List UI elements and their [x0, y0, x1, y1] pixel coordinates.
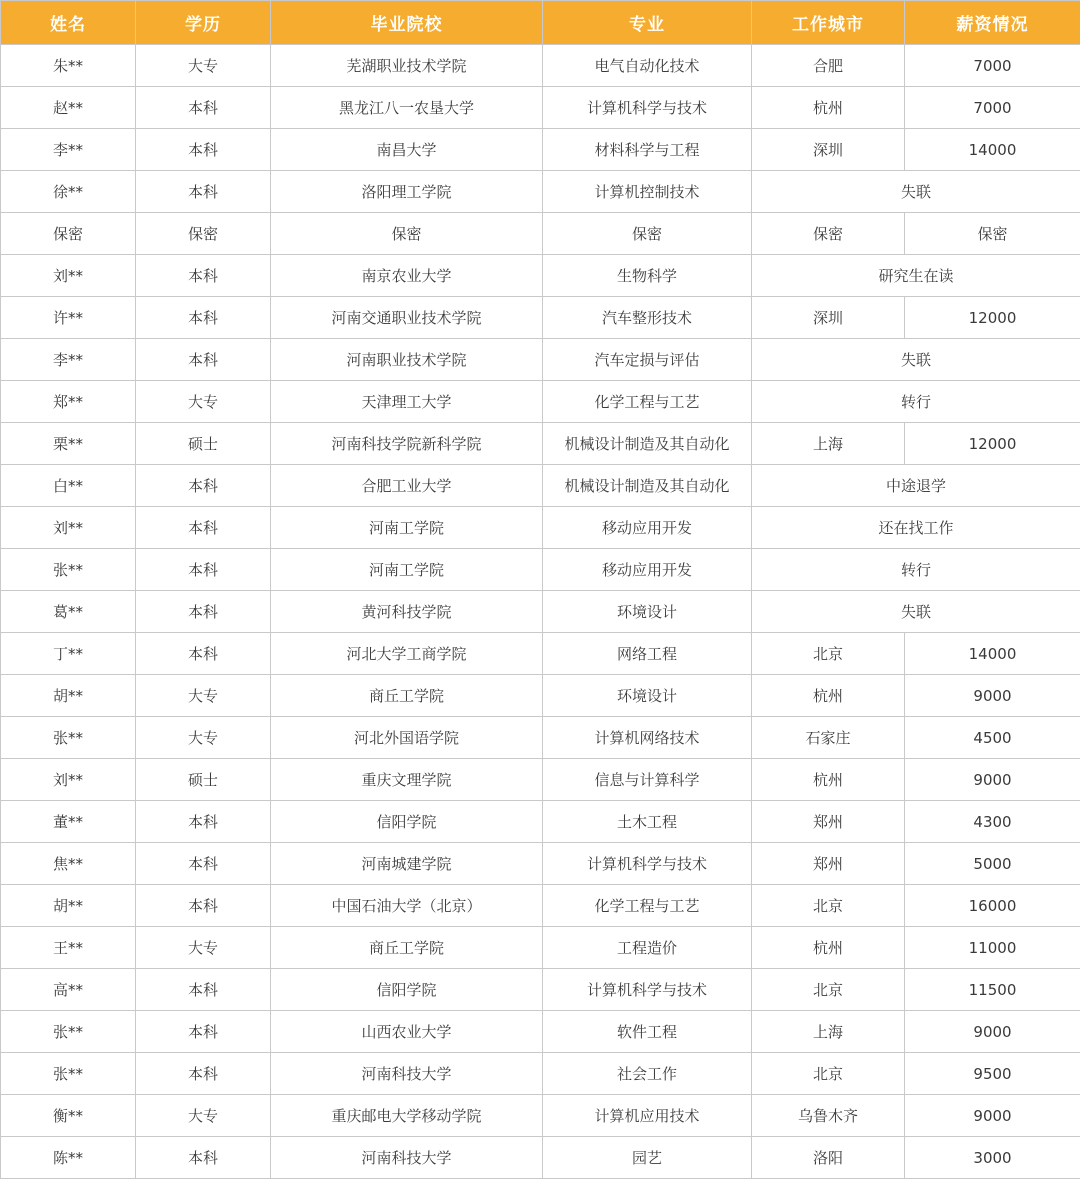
- cell-salary: 16000: [905, 885, 1080, 927]
- cell-status: 失联: [752, 171, 1080, 213]
- cell-degree: 本科: [136, 1137, 271, 1179]
- cell-city: 深圳: [752, 297, 905, 339]
- cell-city: 上海: [752, 1011, 905, 1053]
- cell-degree: 大专: [136, 717, 271, 759]
- cell-school: 河南城建学院: [271, 843, 543, 885]
- cell-major: 网络工程: [543, 633, 752, 675]
- table-row: [1, 549, 1080, 591]
- cell-status: 转行: [752, 549, 1080, 591]
- cell-school: 山西农业大学: [271, 1011, 543, 1053]
- table-row: [1, 717, 1080, 759]
- cell-school: 河南职业技术学院: [271, 339, 543, 381]
- cell-major: 环境设计: [543, 675, 752, 717]
- header-name: 姓名: [1, 1, 136, 45]
- cell-degree: 本科: [136, 255, 271, 297]
- cell-name: 董**: [1, 801, 136, 843]
- cell-salary: 14000: [905, 633, 1080, 675]
- cell-name: 衡**: [1, 1095, 136, 1137]
- cell-major: 汽车定损与评估: [543, 339, 752, 381]
- cell-salary: 保密: [905, 213, 1080, 255]
- table-row: [1, 591, 1080, 633]
- cell-school: 重庆文理学院: [271, 759, 543, 801]
- cell-city: 北京: [752, 633, 905, 675]
- cell-school: 信阳学院: [271, 801, 543, 843]
- cell-major: 汽车整形技术: [543, 297, 752, 339]
- cell-name: 李**: [1, 339, 136, 381]
- cell-school: 河北外国语学院: [271, 717, 543, 759]
- cell-name: 刘**: [1, 507, 136, 549]
- cell-name: 陈**: [1, 1137, 136, 1179]
- cell-status: 中途退学: [752, 465, 1080, 507]
- cell-name: 刘**: [1, 255, 136, 297]
- cell-major: 材料科学与工程: [543, 129, 752, 171]
- cell-major: 机械设计制造及其自动化: [543, 465, 752, 507]
- cell-school: 商丘工学院: [271, 675, 543, 717]
- cell-school: 河南科技大学: [271, 1053, 543, 1095]
- cell-degree: 本科: [136, 87, 271, 129]
- cell-status: 研究生在读: [752, 255, 1080, 297]
- cell-city: 保密: [752, 213, 905, 255]
- cell-city: 杭州: [752, 87, 905, 129]
- cell-name: 丁**: [1, 633, 136, 675]
- cell-city: 杭州: [752, 927, 905, 969]
- cell-name: 焦**: [1, 843, 136, 885]
- cell-degree: 本科: [136, 801, 271, 843]
- cell-school: 河南科技学院新科学院: [271, 423, 543, 465]
- cell-salary: 4500: [905, 717, 1080, 759]
- cell-degree: 硕士: [136, 423, 271, 465]
- cell-major: 计算机应用技术: [543, 1095, 752, 1137]
- cell-name: 许**: [1, 297, 136, 339]
- table-row: [1, 171, 1080, 213]
- cell-name: 栗**: [1, 423, 136, 465]
- cell-major: 计算机科学与技术: [543, 969, 752, 1011]
- cell-name: 郑**: [1, 381, 136, 423]
- cell-major: 环境设计: [543, 591, 752, 633]
- cell-city: 北京: [752, 885, 905, 927]
- cell-degree: 本科: [136, 885, 271, 927]
- cell-city: 郑州: [752, 843, 905, 885]
- cell-degree: 本科: [136, 297, 271, 339]
- header-city: 工作城市: [752, 1, 905, 45]
- cell-degree: 大专: [136, 381, 271, 423]
- cell-name: 李**: [1, 129, 136, 171]
- cell-major: 保密: [543, 213, 752, 255]
- cell-school: 河南工学院: [271, 507, 543, 549]
- cell-salary: 9000: [905, 759, 1080, 801]
- table-row: [1, 87, 1080, 129]
- cell-major: 计算机控制技术: [543, 171, 752, 213]
- table-row: [1, 1053, 1080, 1095]
- cell-name: 朱**: [1, 45, 136, 87]
- cell-city: 北京: [752, 1053, 905, 1095]
- table-row: [1, 633, 1080, 675]
- cell-name: 葛**: [1, 591, 136, 633]
- table-row: [1, 675, 1080, 717]
- cell-degree: 本科: [136, 129, 271, 171]
- cell-major: 移动应用开发: [543, 507, 752, 549]
- cell-name: 胡**: [1, 885, 136, 927]
- cell-status: 失联: [752, 591, 1080, 633]
- table-row: [1, 465, 1080, 507]
- cell-salary: 7000: [905, 87, 1080, 129]
- table-row: [1, 381, 1080, 423]
- cell-name: 白**: [1, 465, 136, 507]
- table-row: [1, 213, 1080, 255]
- cell-status: 还在找工作: [752, 507, 1080, 549]
- cell-city: 北京: [752, 969, 905, 1011]
- cell-major: 机械设计制造及其自动化: [543, 423, 752, 465]
- cell-salary: 14000: [905, 129, 1080, 171]
- table-row: [1, 927, 1080, 969]
- cell-city: 石家庄: [752, 717, 905, 759]
- cell-name: 刘**: [1, 759, 136, 801]
- cell-salary: 5000: [905, 843, 1080, 885]
- cell-salary: 9500: [905, 1053, 1080, 1095]
- cell-major: 电气自动化技术: [543, 45, 752, 87]
- table-row: [1, 1011, 1080, 1053]
- header-major: 专业: [543, 1, 752, 45]
- cell-degree: 本科: [136, 843, 271, 885]
- cell-school: 天津理工大学: [271, 381, 543, 423]
- table-row: [1, 507, 1080, 549]
- cell-salary: 11500: [905, 969, 1080, 1011]
- cell-name: 王**: [1, 927, 136, 969]
- cell-school: 商丘工学院: [271, 927, 543, 969]
- cell-degree: 保密: [136, 213, 271, 255]
- table-row: [1, 339, 1080, 381]
- cell-school: 中国石油大学（北京）: [271, 885, 543, 927]
- cell-degree: 本科: [136, 969, 271, 1011]
- cell-major: 计算机科学与技术: [543, 843, 752, 885]
- cell-school: 重庆邮电大学移动学院: [271, 1095, 543, 1137]
- cell-major: 化学工程与工艺: [543, 381, 752, 423]
- table-row: [1, 885, 1080, 927]
- cell-school: 南京农业大学: [271, 255, 543, 297]
- cell-degree: 本科: [136, 549, 271, 591]
- cell-degree: 本科: [136, 633, 271, 675]
- cell-name: 张**: [1, 549, 136, 591]
- header-school: 毕业院校: [271, 1, 543, 45]
- cell-degree: 大专: [136, 45, 271, 87]
- cell-degree: 本科: [136, 1053, 271, 1095]
- cell-major: 生物科学: [543, 255, 752, 297]
- cell-name: 张**: [1, 1011, 136, 1053]
- cell-status: 失联: [752, 339, 1080, 381]
- cell-name: 张**: [1, 717, 136, 759]
- cell-degree: 大专: [136, 927, 271, 969]
- cell-major: 软件工程: [543, 1011, 752, 1053]
- cell-name: 徐**: [1, 171, 136, 213]
- cell-school: 南昌大学: [271, 129, 543, 171]
- cell-major: 移动应用开发: [543, 549, 752, 591]
- cell-name: 张**: [1, 1053, 136, 1095]
- cell-salary: 7000: [905, 45, 1080, 87]
- cell-school: 洛阳理工学院: [271, 171, 543, 213]
- cell-school: 合肥工业大学: [271, 465, 543, 507]
- cell-city: 合肥: [752, 45, 905, 87]
- cell-city: 郑州: [752, 801, 905, 843]
- table-row: [1, 969, 1080, 1011]
- table-row: [1, 843, 1080, 885]
- table-row: [1, 297, 1080, 339]
- cell-name: 胡**: [1, 675, 136, 717]
- cell-city: 深圳: [752, 129, 905, 171]
- cell-salary: 11000: [905, 927, 1080, 969]
- header-salary: 薪资情况: [905, 1, 1080, 45]
- table-row: [1, 1095, 1080, 1137]
- cell-name: 保密: [1, 213, 136, 255]
- table-row: [1, 759, 1080, 801]
- table-row: [1, 255, 1080, 297]
- cell-school: 黄河科技学院: [271, 591, 543, 633]
- cell-major: 计算机网络技术: [543, 717, 752, 759]
- cell-salary: 4300: [905, 801, 1080, 843]
- table-row: [1, 423, 1080, 465]
- cell-salary: 9000: [905, 675, 1080, 717]
- cell-degree: 硕士: [136, 759, 271, 801]
- cell-degree: 本科: [136, 1011, 271, 1053]
- cell-status: 转行: [752, 381, 1080, 423]
- cell-degree: 大专: [136, 675, 271, 717]
- cell-city: 乌鲁木齐: [752, 1095, 905, 1137]
- cell-school: 黑龙江八一农垦大学: [271, 87, 543, 129]
- cell-salary: 9000: [905, 1011, 1080, 1053]
- cell-school: 信阳学院: [271, 969, 543, 1011]
- table-row: [1, 1137, 1080, 1179]
- cell-major: 社会工作: [543, 1053, 752, 1095]
- table-header-row: [1, 1, 1080, 45]
- cell-major: 工程造价: [543, 927, 752, 969]
- table-row: [1, 129, 1080, 171]
- header-degree: 学历: [136, 1, 271, 45]
- table-row: [1, 801, 1080, 843]
- cell-degree: 本科: [136, 591, 271, 633]
- cell-salary: 3000: [905, 1137, 1080, 1179]
- cell-salary: 12000: [905, 297, 1080, 339]
- cell-name: 高**: [1, 969, 136, 1011]
- cell-city: 杭州: [752, 759, 905, 801]
- cell-degree: 本科: [136, 339, 271, 381]
- cell-name: 赵**: [1, 87, 136, 129]
- cell-school: 芜湖职业技术学院: [271, 45, 543, 87]
- cell-school: 保密: [271, 213, 543, 255]
- cell-degree: 本科: [136, 465, 271, 507]
- cell-degree: 大专: [136, 1095, 271, 1137]
- cell-city: 洛阳: [752, 1137, 905, 1179]
- cell-major: 园艺: [543, 1137, 752, 1179]
- cell-major: 信息与计算科学: [543, 759, 752, 801]
- cell-major: 计算机科学与技术: [543, 87, 752, 129]
- cell-school: 河北大学工商学院: [271, 633, 543, 675]
- cell-salary: 12000: [905, 423, 1080, 465]
- cell-school: 河南交通职业技术学院: [271, 297, 543, 339]
- cell-degree: 本科: [136, 171, 271, 213]
- cell-city: 上海: [752, 423, 905, 465]
- cell-city: 杭州: [752, 675, 905, 717]
- cell-school: 河南工学院: [271, 549, 543, 591]
- cell-salary: 9000: [905, 1095, 1080, 1137]
- cell-degree: 本科: [136, 507, 271, 549]
- table-row: [1, 45, 1080, 87]
- cell-school: 河南科技大学: [271, 1137, 543, 1179]
- cell-major: 土木工程: [543, 801, 752, 843]
- cell-major: 化学工程与工艺: [543, 885, 752, 927]
